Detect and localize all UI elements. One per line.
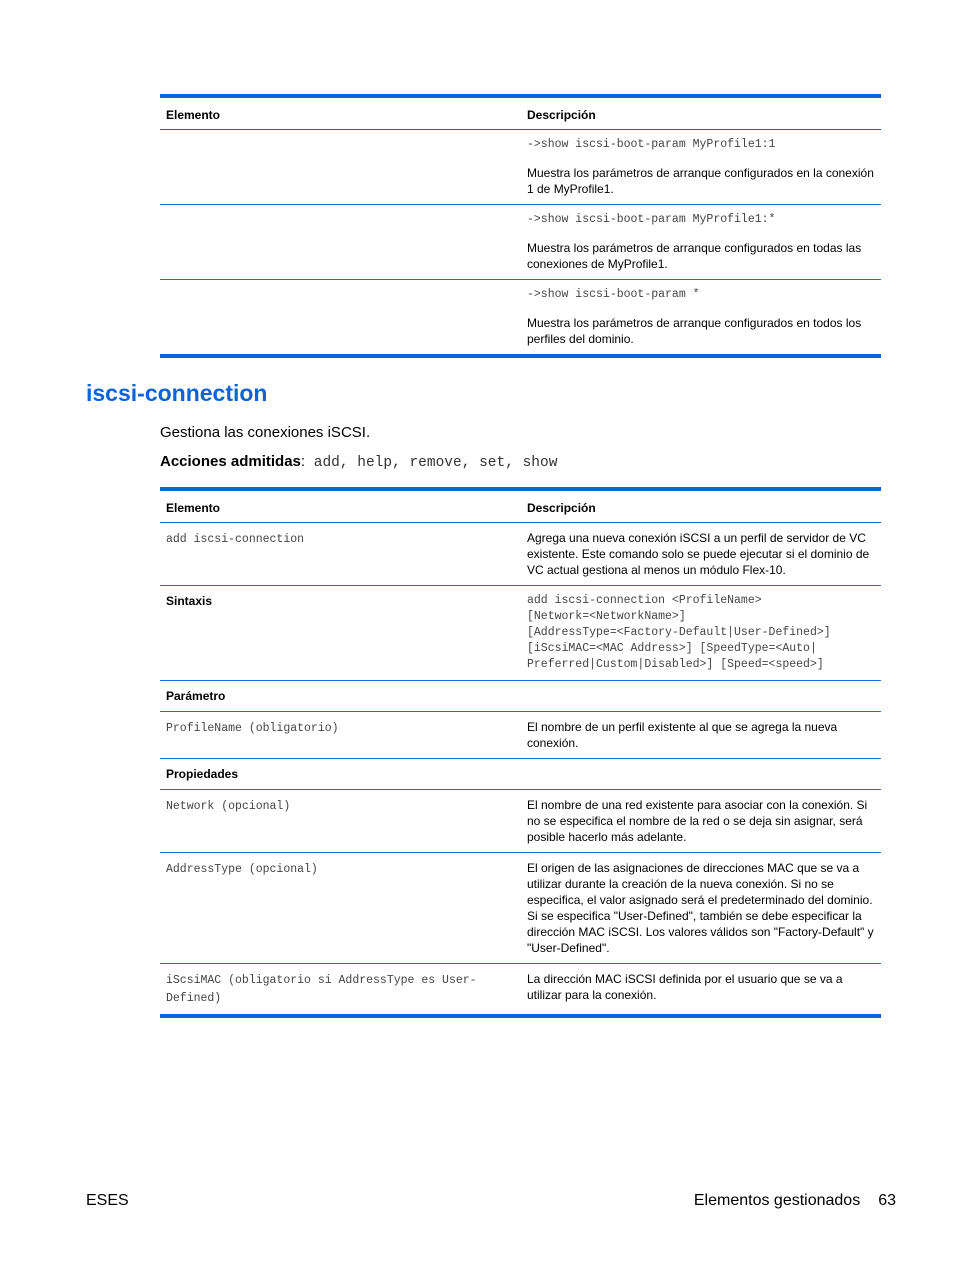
description-cell (521, 130, 881, 205)
command-example: ->show iscsi-boot-param MyProfile1:* (527, 213, 776, 226)
description-cell (521, 205, 881, 280)
footer-locale: ESES (86, 1192, 129, 1209)
description-cell: Agrega una nueva conexión iSCSI a un perfil de servidor de VC existente. Este comando solo se puede ejecutar si el dominio de VC actual gestiona al menos un módulo Flex-10. (527, 531, 870, 577)
table-row (160, 790, 881, 853)
element-cell: iScsiMAC (obligatorio si AddressType es User-Defined) (166, 974, 477, 1005)
syntax-line: [iScsiMAC=<MAC Address>] [SpeedType=<Auto| (527, 642, 817, 655)
iscsi-connection-table (160, 487, 881, 1018)
section-intro: Gestiona las conexiones iSCSI. (160, 424, 371, 441)
table-row (160, 681, 881, 712)
command-example: ->show iscsi-boot-param MyProfile1:1 (527, 138, 776, 151)
element-cell: Network (opcional) (166, 800, 291, 813)
table-row (160, 130, 881, 205)
table-row (160, 712, 881, 759)
syntax-line: [Network=<NetworkName>] (527, 610, 686, 623)
table-header-row (160, 96, 881, 130)
element-cell (160, 205, 521, 280)
actions-list: add, help, remove, set, show (305, 455, 558, 471)
command-description: Muestra los parámetros de arranque configurados en todos los perfiles del dominio. (527, 316, 862, 346)
element-cell (160, 130, 521, 205)
header-descripcion: Descripción (527, 107, 596, 122)
element-cell (160, 280, 521, 357)
empty-cell (521, 681, 881, 712)
page-number: 63 (878, 1192, 896, 1209)
footer-section: Elementos gestionados (693, 1192, 861, 1209)
empty-cell (521, 759, 881, 790)
properties-label: Propiedades (166, 767, 239, 781)
table-row (160, 205, 881, 280)
table-row (160, 586, 881, 681)
description-cell: El nombre de una red existente para asociar con la conexión. Si no se especifica el nombre de la red o se deja sin asignar, será posible hacerlo más adelante. (527, 798, 868, 844)
syntax-line: [AddressType=<Factory-Default|User-Defined>] (527, 626, 831, 639)
syntax-label: Sintaxis (166, 594, 213, 608)
description-cell: El nombre de un perfil existente al que se agrega la nueva conexión. (527, 720, 838, 750)
description-cell (521, 280, 881, 357)
table-row (160, 280, 881, 357)
syntax-line: Preferred|Custom|Disabled>] [Speed=<speed>] (527, 658, 824, 671)
show-examples-table (160, 94, 881, 358)
element-cell: AddressType (opcional) (166, 863, 318, 876)
parameter-label: Parámetro (166, 689, 226, 703)
description-cell: El origen de las asignaciones de direcciones MAC que se va a utilizar durante la creación de la nueva conexión. Si no se especifica, el valor asignado será el predeterminado del dominio. Si se especifica "User-Defined", también se debe especificar la dirección MAC iSCSI. Los valores válidos son "Factory-Default" y "User-Defined". (527, 861, 874, 955)
syntax-line: add iscsi-connection <ProfileName> (527, 594, 762, 607)
table-row (160, 853, 881, 964)
table-row (160, 759, 881, 790)
syntax-cell (521, 586, 881, 681)
element-cell: add iscsi-connection (166, 533, 305, 546)
header-elemento: Elemento (166, 107, 221, 122)
table-row (160, 964, 881, 1017)
command-description: Muestra los parámetros de arranque configurados en la conexión 1 de MyProfile1. (527, 166, 874, 196)
table-row (160, 523, 881, 586)
section-title: iscsi-connection (86, 380, 268, 406)
table-header-row (160, 489, 881, 523)
command-example: ->show iscsi-boot-param * (527, 288, 700, 301)
command-description: Muestra los parámetros de arranque configurados en todas las conexiones de MyProfile1. (527, 241, 862, 271)
header-elemento: Elemento (166, 500, 221, 515)
supported-actions (160, 453, 557, 471)
actions-label: Acciones admitidas (160, 453, 301, 470)
element-cell: ProfileName (obligatorio) (166, 722, 339, 735)
header-descripcion: Descripción (527, 500, 596, 515)
description-cell: La dirección MAC iSCSI definida por el usuario que se va a utilizar para la conexión. (527, 972, 843, 1002)
actions-separator: : (300, 453, 306, 470)
footer-page-info (694, 1192, 896, 1210)
